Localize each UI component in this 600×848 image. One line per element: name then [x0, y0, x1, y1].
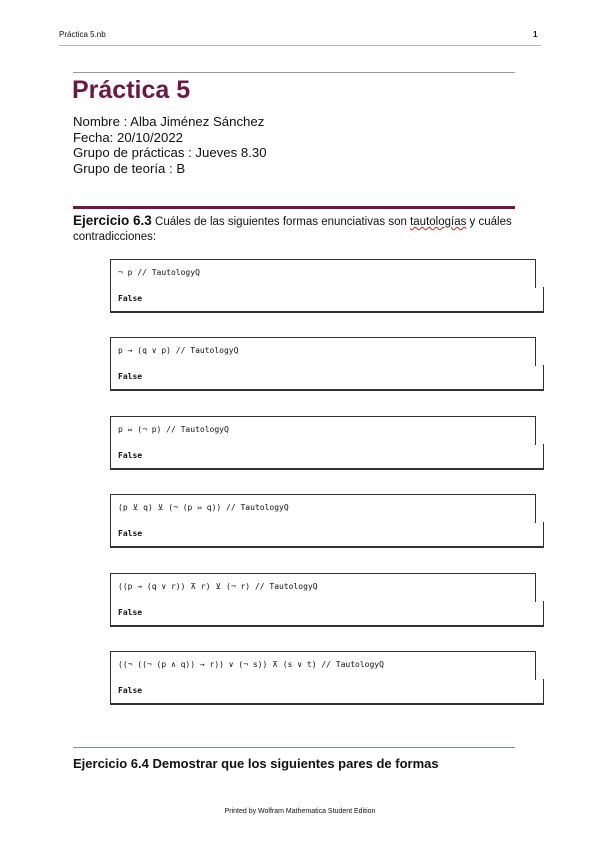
output-cell: False [118, 686, 143, 695]
notebook-cell-3[interactable] [110, 416, 543, 468]
output-cell: False [118, 372, 143, 381]
output-cell-frame [110, 522, 544, 548]
notebook-cell-1[interactable] [110, 259, 543, 311]
header-filename: Práctica 5.nb [59, 30, 106, 39]
notebook-cell-6[interactable] [110, 651, 543, 703]
page-footer: Printed by Wolfram Mathematica Student Edition [224, 808, 376, 815]
section-divider [73, 206, 515, 209]
output-cell-frame [110, 287, 544, 313]
output-cell: False [118, 451, 143, 460]
notebook-cell-5[interactable] [110, 573, 543, 625]
practice-group-line: Grupo de prácticas : Jueves 8.30 [73, 145, 267, 160]
input-cell[interactable]: p → (q ∨ p) // TautologyQ [118, 346, 239, 355]
exercise-6-3-text-after: y cuáles contradicciones: [73, 216, 512, 243]
input-cell[interactable]: p ⇔ (¬ p) // TautologyQ [118, 425, 229, 434]
misspelled-word: tautologías [410, 216, 467, 228]
exercise-6-3-heading: Ejercicio 6.3 [73, 213, 152, 228]
output-cell: False [118, 608, 143, 617]
page-title: Práctica 5 [72, 76, 191, 104]
input-cell[interactable]: ¬ p // TautologyQ [118, 268, 200, 277]
notebook-cell-4[interactable] [110, 494, 543, 546]
output-cell-frame [110, 365, 544, 391]
date-line: Fecha: 20/10/2022 [73, 129, 183, 145]
output-cell-frame [110, 601, 544, 627]
header-page-number: 1 [533, 30, 538, 39]
output-cell: False [118, 294, 143, 303]
theory-group-line: Grupo de teoría : B [73, 160, 186, 176]
exercise-6-3-text-before: Cuáles de las siguientes formas enunciativas son [151, 216, 411, 228]
output-cell: False [118, 529, 143, 538]
input-cell[interactable]: ((¬ ((¬ (p ∧ q)) → r)) ∨ (¬ s)) ⊼ (s ∨ t) // TautologyQ [118, 660, 384, 669]
output-cell-frame [110, 679, 544, 705]
student-name: Nombre : Alba Jiménez Sánchez [73, 114, 265, 129]
notebook-cell-2[interactable] [110, 337, 543, 389]
title-divider [73, 72, 515, 73]
input-cell[interactable]: (p ⊻ q) ⊻ (¬ (p ⇔ q)) // TautologyQ [118, 503, 289, 512]
exercise-6-3-text [73, 213, 518, 245]
exercise-6-4-divider [73, 747, 515, 748]
exercise-6-4-heading: Ejercicio 6.4 Demostrar que los siguientes pares de formas [73, 756, 439, 771]
student-info [73, 114, 267, 176]
header-divider [59, 45, 541, 46]
input-cell[interactable]: ((p → (q ∨ r)) ⊼ r) ⊻ (¬ r) // TautologyQ [118, 582, 318, 591]
output-cell-frame [110, 444, 544, 470]
